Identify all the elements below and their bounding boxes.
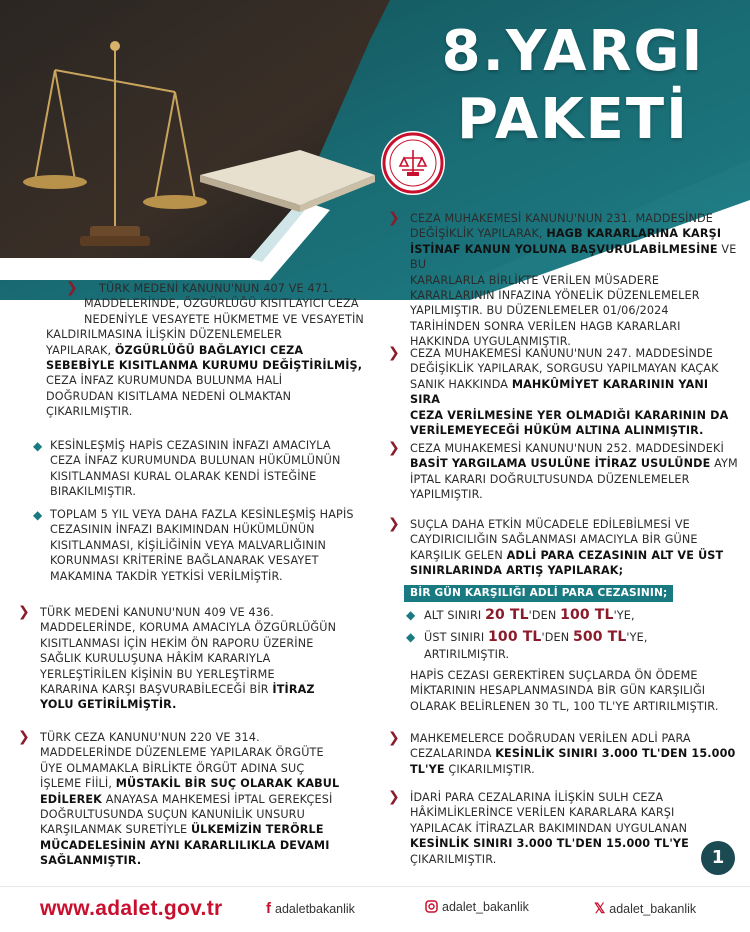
- line: HAPİS CEZASI GEREKTİREN SUÇLARDA ÖN ÖDEME: [410, 669, 698, 683]
- line: SAĞLIK KURULUŞUNA HÂKİM KARARIYLA: [40, 652, 271, 666]
- section-cmk-252: [388, 440, 740, 503]
- line: İSTİNAF KANUN YOLUNA BAŞVURULABİLMESİNE VE BU: [410, 242, 737, 272]
- line: MAKAMINA TAKDİR YETKİSİ VERİLMİŞTİR.: [50, 569, 283, 583]
- chevron-right-icon: ❯: [66, 280, 78, 296]
- line: KISITLANMASI KURAL OLARAK KENDİ İSTEĞİNE: [50, 469, 317, 483]
- line: TL'YE ÇIKARILMIŞTIR.: [410, 762, 535, 776]
- line: CEZA İNFAZ KURUMUNDA BULUNAN HÜKÜMLÜNÜN: [50, 454, 341, 468]
- chevron-right-icon: ❯: [18, 604, 30, 620]
- line: VERİLEMEYECEĞİ HÜKÜM ALTINA ALINMIŞTIR.: [410, 424, 704, 438]
- page-number-badge: 1: [701, 841, 735, 875]
- title-line-1: 8.YARGI: [441, 19, 705, 84]
- chevron-right-icon: ❯: [18, 729, 30, 745]
- page-title: [418, 18, 728, 154]
- line: SANIK HAKKINDA MAHKÛMİYET KARARININ YANI SIRA: [410, 377, 709, 407]
- line: YOLU GETİRİLMİŞTİR.: [40, 698, 177, 712]
- facebook-link[interactable]: f adaletbakanlik: [266, 900, 355, 917]
- line: KESİNLİK SINIRI 3.000 TL'DEN 15.000 TL'YE: [410, 837, 689, 851]
- section-penal-code-220-314: [18, 729, 370, 869]
- website-link[interactable]: www.adalet.gov.tr: [40, 897, 223, 920]
- chevron-right-icon: ❯: [388, 210, 400, 226]
- chevron-right-icon: ❯: [388, 730, 400, 746]
- chevron-right-icon: ❯: [388, 516, 400, 532]
- section-administrative-fines: [388, 789, 710, 867]
- line: KARŞILIK GELEN ADLİ PARA CEZASININ ALT VE ÜST: [410, 548, 724, 562]
- line: SEBEBİYLE KISITLANMA KURUMU DEĞİŞTİRİLMİŞ,: [46, 359, 363, 373]
- instagram-link[interactable]: adalet_bakanlik: [425, 900, 529, 914]
- line: CEZALARINDA KESİNLİK SINIRI 3.000 TL'DEN 15.000: [410, 747, 736, 761]
- line: TÜRK MEDENİ KANUNU'NUN 409 VE 436.: [40, 606, 274, 619]
- line: İŞLEME FİİLİ, MÜSTAKİL BİR SUÇ OLARAK KABUL: [40, 777, 340, 791]
- line: TÜRK MEDENİ KANUNU'NUN 407 VE 471.: [99, 282, 333, 295]
- line: BASİT YARGILAMA USULÜNE İTİRAZ USULÜNDE AYM: [410, 457, 738, 471]
- line: YAPILMIŞTIR.: [410, 488, 483, 502]
- line: ÇIKARILMIŞTIR.: [410, 852, 497, 866]
- line: ARTIRILMIŞTIR.: [424, 647, 510, 661]
- footer: [0, 886, 750, 932]
- line: KISITLANMASI, KİŞİLİĞİNİN VEYA MALVARLIĞININ: [50, 538, 327, 552]
- line: SUÇLA DAHA ETKİN MÜCADELE EDİLEBİLMESİ VE: [410, 518, 690, 531]
- line: DEĞİŞİKLİK YAPILARAK, SORGUSU YAPILMAYAN KAÇAK: [410, 362, 719, 376]
- diamond-bullet-icon: ◆: [406, 607, 416, 622]
- line: TÜRK CEZA KANUNU'NUN 220 VE 314.: [40, 731, 260, 744]
- section-judicial-fine: [388, 516, 740, 714]
- line: MÜCADELESİNİN AYNI KARARLILIKLA DEVAMI: [40, 838, 330, 852]
- line: CEZA İNFAZ KURUMUNDA BULUNMA HALİ: [46, 374, 283, 388]
- line: MADDELERİNDE, ÖZGÜRLÜĞÜ KISITLAYICI CEZA: [84, 297, 359, 311]
- line: CEZASININ İNFAZI BAKIMINDAN HÜKÜMLÜNÜN: [50, 523, 315, 537]
- line: KARARINA KARŞI BAŞVURABİLECEĞİ BİR İTİRAZ: [40, 683, 315, 697]
- line: CEZA VERİLMESİNE YER OLMADIĞI KARARININ DA: [410, 408, 729, 422]
- lower-limit-item: ◆ ALT SINIRI 20 TL'DEN 100 TL'YE,: [406, 606, 635, 623]
- instagram-icon: [425, 900, 438, 913]
- line: YAPILMIŞTIR. BU DÜZENLEMELER 01/06/2024: [410, 304, 669, 318]
- line: DOĞRUDAN KISITLAMA NEDENİ OLMAKTAN: [46, 389, 292, 403]
- line: KARARLARLA BİRLİKTE VERİLEN MÜSADERE: [410, 273, 660, 287]
- line: OLARAK BELİRLENEN 30 TL, 100 TL'YE ARTIRILMIŞTIR.: [410, 699, 719, 713]
- line: MAHKEMELERCE DOĞRUDAN VERİLEN ADLİ PARA: [410, 732, 691, 745]
- diamond-bullet-icon: ◆: [406, 629, 416, 644]
- diamond-bullet-icon: ◆: [33, 439, 43, 453]
- line: BIRAKILMIŞTIR.: [50, 485, 137, 499]
- line: YERLEŞTİRİLEN KİŞİNİN BU YERLEŞTİRME: [40, 667, 275, 681]
- line: CEZA MUHAKEMESİ KANUNU'NUN 247. MADDESİNDE: [410, 347, 714, 360]
- line: TOPLAM 5 YIL VEYA DAHA FAZLA KESİNLEŞMİŞ HAPİS: [50, 508, 354, 521]
- title-line-2: PAKETİ: [457, 87, 689, 152]
- x-link[interactable]: 𝕏 adalet_bakanlik: [594, 900, 697, 916]
- line: HAKKINDA UYGULANMIŞTIR.: [410, 335, 571, 349]
- line: YAPILARAK, ÖZGÜRLÜĞÜ BAĞLAYICI CEZA: [46, 343, 304, 357]
- line: KARŞILANMAK SURETİYLE ÜLKEMİZİN TERÖRLE: [40, 823, 324, 837]
- section-five-year-sentence: [33, 507, 370, 584]
- fine-heading-badge: BİR GÜN KARŞILIĞI ADLİ PARA CEZASININ;: [404, 585, 673, 602]
- line: TARİHİNDEN SONRA VERİLEN HAGB KARARLARI: [410, 319, 681, 333]
- line: SINIRLARINDA ARTIŞ YAPILARAK;: [410, 564, 624, 578]
- line: ÇIKARILMIŞTIR.: [46, 405, 133, 419]
- line: CEZA MUHAKEMESİ KANUNU'NUN 252. MADDESİNDEKİ: [410, 442, 724, 455]
- section-custody-request: [33, 438, 370, 500]
- chevron-right-icon: ❯: [388, 440, 400, 456]
- line: DOĞRULTUSUNDA SUÇUN KANUNİLİK UNSURU: [40, 808, 305, 822]
- line: MADDELERİNDE, KORUMA AMACIYLA ÖZGÜRLÜĞÜN: [40, 621, 337, 635]
- line: KARARLARININ İNFAZINA YÖNELİK DÜZENLEMELER: [410, 289, 700, 303]
- section-civil-code-407-471: [46, 280, 376, 420]
- line: MADDELERİNDE DÜZENLEME YAPILARAK ÖRGÜTE: [40, 746, 324, 760]
- line: CEZA MUHAKEMESİ KANUNU'NUN 231. MADDESİNDE: [410, 212, 714, 225]
- line: EDİLEREK ANAYASA MAHKEMESİ İPTAL GEREKÇESİ: [40, 792, 333, 806]
- section-civil-code-409-436: [18, 604, 370, 713]
- section-finality-limit: [388, 730, 740, 777]
- line: MİKTARININ HESAPLANMASINDA BİR GÜN KARŞILIĞI: [410, 684, 706, 698]
- line: İPTAL KARARI DOĞRULTUSUNDA DÜZENLEMELER: [410, 472, 690, 486]
- line: İDARİ PARA CEZALARINA İLİŞKİN SULH CEZA: [410, 791, 664, 804]
- line: NEDENİYLE VESAYETE HÜKMETME VE VESAYETİN: [84, 312, 364, 326]
- line: SAĞLANMIŞTIR.: [40, 854, 142, 868]
- line: CAYDIRICILIĞIN SAĞLANMASI AMACIYLA BİR GÜNE: [410, 533, 698, 547]
- line: HÂKİMLİKLERİNCE VERİLEN KARARLARA KARŞI: [410, 806, 675, 820]
- facebook-icon: f: [266, 900, 271, 917]
- line: YAPILACAK İTİRAZLAR BAKIMINDAN UYGULANAN: [410, 821, 688, 835]
- line: KISITLANMASI İÇİN HEKİM ÖN RAPORU ÜZERİNE: [40, 636, 314, 650]
- line: KESİNLEŞMİŞ HAPİS CEZASININ İNFAZI AMACIYLA: [50, 439, 331, 452]
- diamond-bullet-icon: ◆: [33, 508, 43, 522]
- chevron-right-icon: ❯: [388, 345, 400, 361]
- upper-limit-item: ◆ ÜST SINIRI 100 TL'DEN 500 TL'YE,: [406, 628, 648, 645]
- ministry-seal-logo: [380, 130, 446, 196]
- x-icon: 𝕏: [594, 900, 606, 916]
- section-cmk-231: [388, 210, 740, 350]
- line: DEĞİŞİKLİK YAPILARAK, HAGB KARARLARINA KARŞI: [410, 227, 722, 241]
- line: ÜYE OLMAMAKLA BİRLİKTE ÖRGÜT ADINA SUÇ: [40, 761, 305, 775]
- section-cmk-247: [388, 345, 740, 438]
- line: KALDIRILMASINA İLİŞKİN DÜZENLEMELER: [46, 328, 283, 342]
- chevron-right-icon: ❯: [388, 789, 400, 805]
- line: KORUNMASI KRİTERİNE BAĞLANARAK VESAYET: [50, 554, 319, 568]
